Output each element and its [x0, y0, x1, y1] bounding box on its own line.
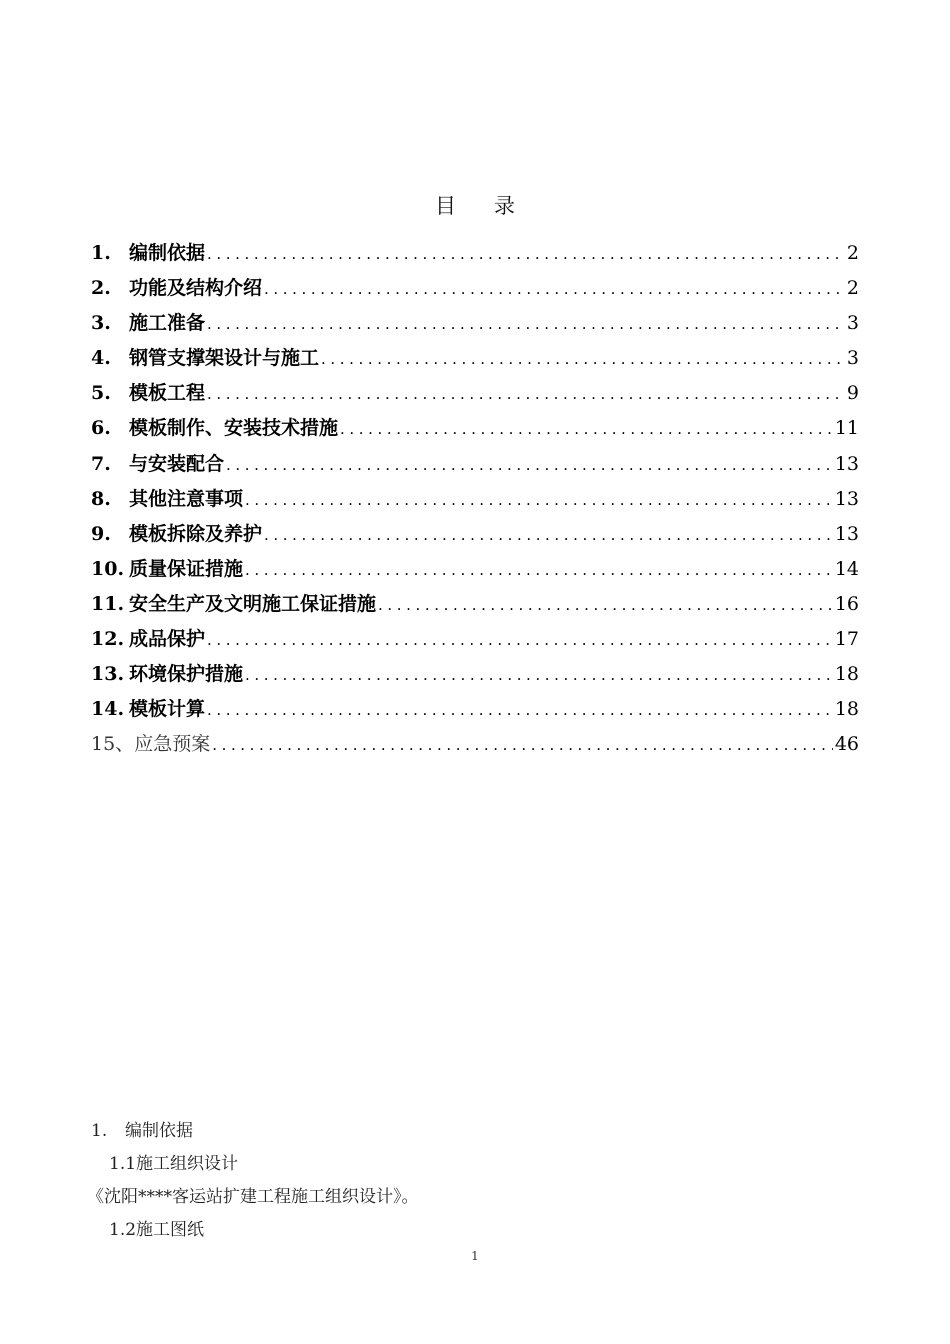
toc-entry-label: 环境保护措施	[129, 663, 244, 686]
section-heading	[91, 1116, 419, 1149]
toc-entry-page: 13	[834, 522, 859, 545]
toc-entry-number: 3.	[91, 312, 111, 335]
toc-entry-page: 2	[846, 277, 859, 300]
toc-entry-label: 模板制作、安装技术措施	[129, 417, 339, 440]
toc-entry-number: 12.	[91, 628, 125, 651]
toc-entry-number: 1.	[91, 242, 111, 264]
toc-entry-label: 编制依据	[129, 242, 206, 264]
toc-leader-dots	[378, 596, 833, 614]
toc-leader-dots	[207, 245, 845, 263]
toc-leader-dots	[207, 315, 845, 333]
toc-entry-number: 7.	[91, 452, 111, 475]
toc-leader-dots	[245, 491, 833, 509]
toc-entry[interactable]	[91, 659, 859, 694]
subsection-heading: 1.1施工组织设计	[109, 1154, 239, 1174]
toc-entry-page: 9	[846, 382, 859, 405]
toc-entry-number: 9.	[91, 522, 111, 545]
toc-entry-number: 8.	[91, 487, 111, 510]
toc-leader-dots	[245, 561, 833, 579]
toc-entry-label: 功能及结构介绍	[129, 277, 263, 300]
toc-entry-label: 与安装配合	[129, 452, 225, 475]
toc-entry[interactable]	[91, 484, 859, 519]
toc-entry-label: 质量保证措施	[129, 557, 244, 580]
toc-entry-page: 3	[846, 312, 859, 335]
toc-entry[interactable]	[91, 343, 859, 378]
document-body	[87, 1116, 419, 1248]
toc-leader-dots	[264, 526, 833, 544]
toc-entry[interactable]	[91, 273, 859, 308]
toc-entry-number: 5.	[91, 382, 111, 405]
toc-entry[interactable]	[91, 554, 859, 589]
toc-entry-number: 6.	[91, 417, 111, 440]
toc-entry[interactable]	[91, 694, 859, 729]
toc-entry-page: 18	[834, 698, 859, 721]
toc-entry-number: 2.	[91, 277, 111, 300]
section-number: 1.	[91, 1121, 108, 1141]
subsection-heading: 1.2施工图纸	[109, 1220, 205, 1240]
toc-leader-dots	[226, 456, 833, 474]
toc-entry-page: 13	[834, 452, 859, 475]
toc-entry-label: 安全生产及文明施工保证措施	[129, 592, 377, 615]
toc-entry[interactable]	[91, 519, 859, 554]
toc-entry-page: 17	[834, 628, 859, 651]
toc-entry-number: 14.	[91, 698, 125, 721]
toc-leader-dots	[245, 666, 833, 684]
toc-entry-page: 18	[834, 663, 859, 686]
toc-entry-page: 3	[846, 347, 859, 370]
toc-entry[interactable]	[91, 729, 859, 764]
toc-leader-dots	[207, 385, 845, 403]
toc-entry[interactable]	[91, 449, 859, 484]
toc-leader-dots	[207, 701, 833, 719]
toc-entry-number: 10.	[91, 557, 125, 580]
toc-entry-label: 成品保护	[129, 628, 206, 651]
toc-entry-label: 模板工程	[129, 382, 206, 405]
toc-entry-number: 11.	[91, 592, 125, 615]
toc-entry-page: 2	[846, 242, 859, 264]
toc-entry-page: 14	[834, 557, 859, 580]
toc-entry-page: 11	[834, 417, 859, 440]
toc-entry[interactable]	[91, 413, 859, 448]
page-number: 1	[471, 1249, 479, 1263]
toc-entry-number: 13.	[91, 663, 125, 686]
toc-entry-label: 模板计算	[129, 698, 206, 721]
table-of-contents	[91, 238, 859, 764]
toc-entry-label: 模板拆除及养护	[129, 522, 263, 545]
toc-entry-label: 施工准备	[129, 312, 206, 335]
section-title: 编制依据	[125, 1121, 193, 1141]
toc-entry[interactable]	[91, 589, 859, 624]
toc-leader-dots	[212, 736, 833, 754]
toc-entry[interactable]	[91, 624, 859, 659]
paragraph: 《沈阳****客运站扩建工程施工组织设计》。	[87, 1187, 419, 1207]
toc-entry-page: 13	[834, 487, 859, 510]
toc-entry[interactable]	[91, 308, 859, 343]
toc-entry-number: 4.	[91, 347, 111, 370]
toc-entry[interactable]	[91, 378, 859, 413]
toc-entry[interactable]	[91, 238, 859, 273]
toc-leader-dots	[321, 350, 845, 368]
toc-entry-page: 46	[834, 733, 859, 756]
toc-entry-label: 应急预案	[134, 733, 211, 756]
toc-leader-dots	[264, 280, 845, 298]
toc-title-right: 录	[494, 194, 515, 218]
toc-entry-label: 其他注意事项	[129, 487, 244, 510]
toc-title-left: 目	[435, 194, 456, 218]
toc-entry-page: 16	[834, 592, 859, 615]
toc-entry-label: 钢管支撑架设计与施工	[129, 347, 320, 370]
toc-entry-number: 15、	[91, 733, 135, 756]
toc-leader-dots	[207, 631, 833, 649]
toc-title	[0, 190, 950, 220]
toc-leader-dots	[340, 420, 833, 438]
